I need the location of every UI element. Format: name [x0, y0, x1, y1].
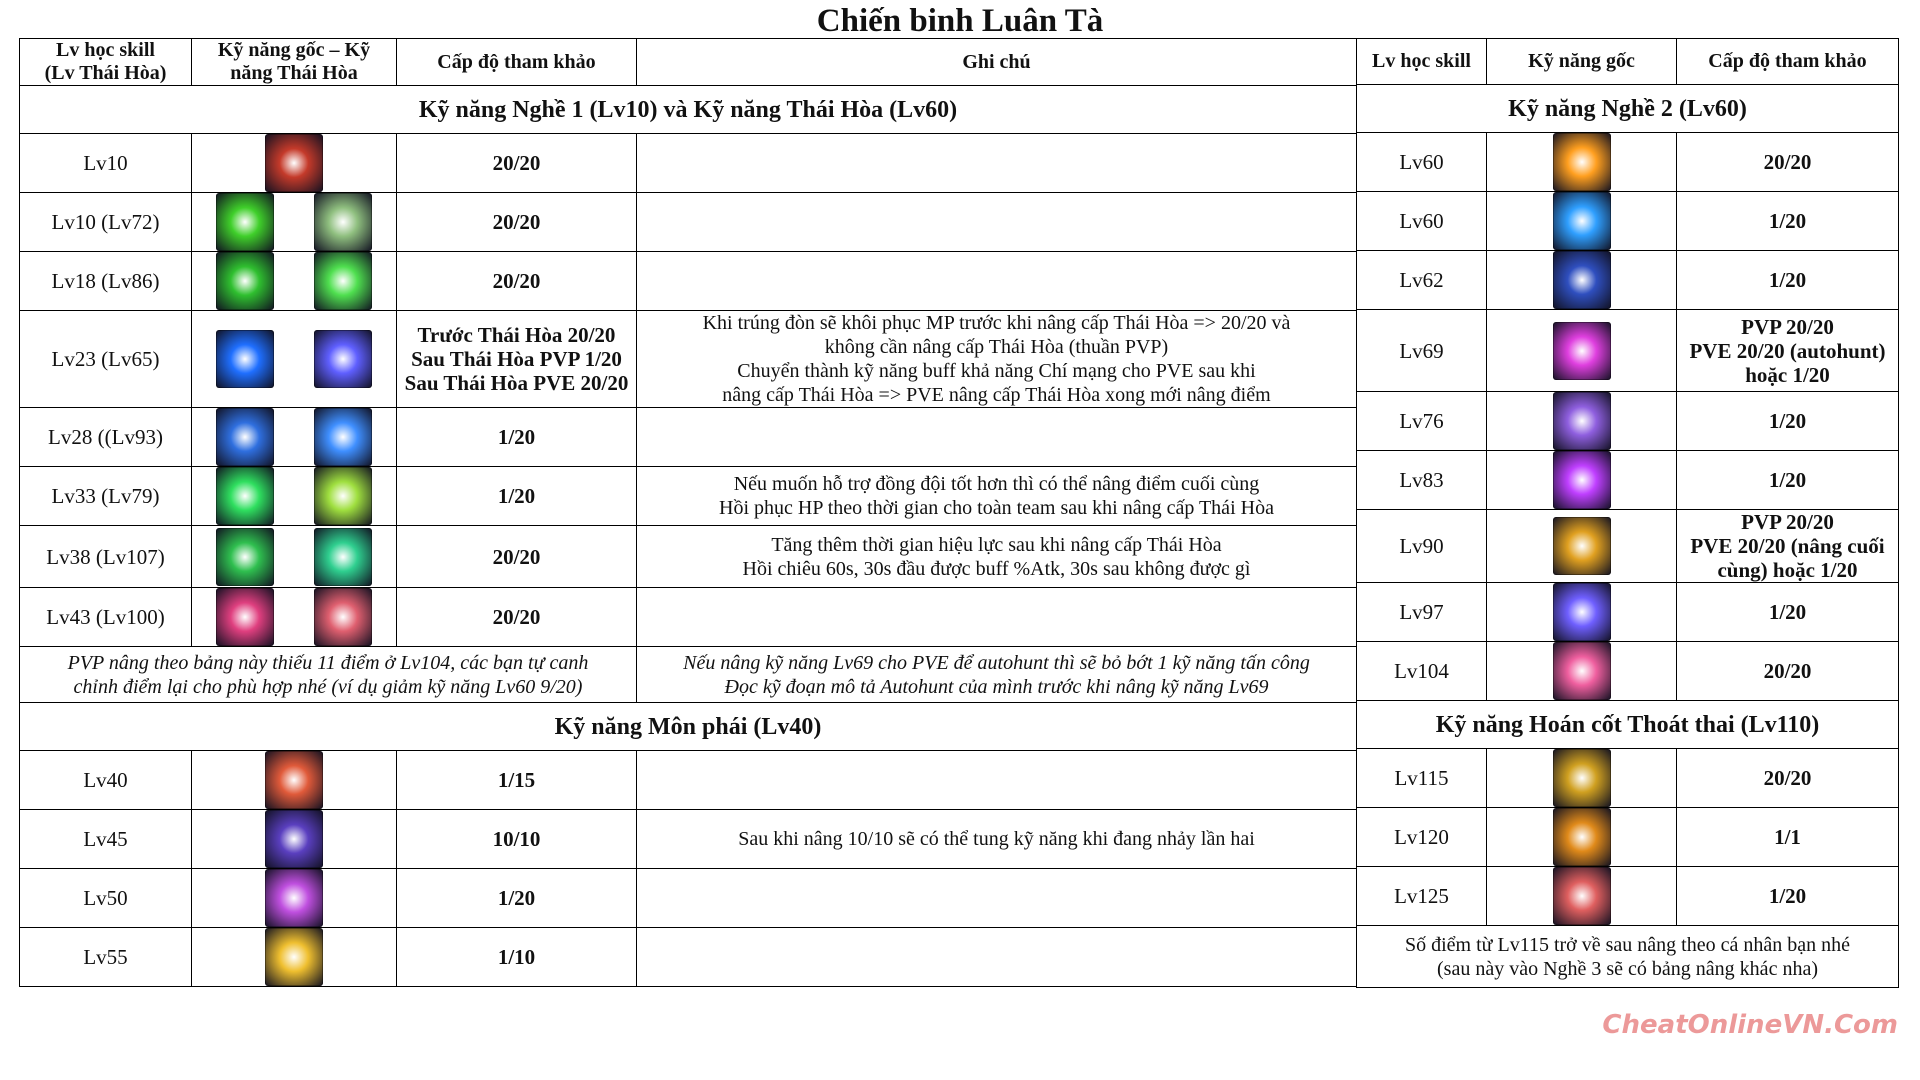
page-title: Chiến binh Luân Tà: [816, 3, 1104, 39]
skill-icons: [1487, 808, 1677, 867]
skill-icons: [192, 928, 397, 987]
skill-ref-level: 20/20: [1677, 749, 1899, 808]
skill-learn-level: Lv23 (Lv65): [20, 311, 192, 408]
footnote-autohunt: Nếu nâng kỹ năng Lv69 cho PVE để autohunt thì sẽ bỏ bớt 1 kỹ năng tấn công Đọc kỹ đoạn mô tả Autohunt của mình trước khi nâng kỹ năng Lv69: [637, 647, 1357, 703]
skill-row: [20, 193, 1357, 252]
base-skill-icon: [216, 408, 274, 466]
rebirth-skill-icon: [1553, 749, 1611, 807]
skill-icons: [1487, 867, 1677, 926]
skill-ref-level: 1/20: [397, 869, 637, 928]
skill-learn-level: Lv62: [1357, 251, 1487, 310]
skill-ref-level: 1/20: [1677, 867, 1899, 926]
skill-icons: [1487, 451, 1677, 510]
skill-row: [1357, 192, 1899, 251]
skill-ref-level: 20/20: [1677, 133, 1899, 192]
skill-ref-level: 20/20: [1677, 642, 1899, 701]
skill-row: [1357, 642, 1899, 701]
skill-note: [637, 193, 1357, 252]
section-school-title: Kỹ năng Môn phái (Lv40): [20, 703, 1357, 751]
skill-icons: [192, 810, 397, 869]
skill-learn-level: Lv45: [20, 810, 192, 869]
skill-icons: [1487, 251, 1677, 310]
school-skill-icon: [265, 810, 323, 868]
skill-note: [637, 134, 1357, 193]
skill-ref-level: 1/20: [1677, 451, 1899, 510]
right-skill-table: [1356, 38, 1899, 988]
skill-icons: [192, 869, 397, 928]
skill-icons: [192, 526, 397, 588]
section-job2-title: Kỹ năng Nghề 2 (Lv60): [1357, 85, 1899, 133]
job2-skill-icon: [1553, 517, 1611, 575]
skill-ref-level: 1/20: [1677, 583, 1899, 642]
job2-skill-icon: [1553, 192, 1611, 250]
rebirth-skill-icon: [1553, 808, 1611, 866]
skill-note: [637, 751, 1357, 810]
skill-ref-level: 1/20: [1677, 192, 1899, 251]
skill-row: [20, 751, 1357, 810]
skill-learn-level: Lv55: [20, 928, 192, 987]
skill-icons: [1487, 510, 1677, 583]
section-job1-title: Kỹ năng Nghề 1 (Lv10) và Kỹ năng Thái Hòa (Lv60): [20, 86, 1357, 134]
skill-learn-level: Lv10 (Lv72): [20, 193, 192, 252]
footnote-pvp: PVP nâng theo bảng này thiếu 11 điểm ở Lv104, các bạn tự canh chỉnh điểm lại cho phù hợp nhé (ví dụ giảm kỹ năng Lv60 9/20): [20, 647, 637, 703]
skill-learn-level: Lv69: [1357, 310, 1487, 392]
skill-ref-level: 20/20: [397, 134, 637, 193]
skill-row: [20, 252, 1357, 311]
skill-ref-level: PVP 20/20 PVE 20/20 (nâng cuối cùng) hoặc 1/20: [1677, 510, 1899, 583]
skill-ref-level: 20/20: [397, 252, 637, 311]
skill-note: [637, 252, 1357, 311]
skill-row: [1357, 808, 1899, 867]
header-skill: Kỹ năng gốc – Kỹ năng Thái Hòa: [192, 39, 397, 86]
skill-learn-level: Lv43 (Lv100): [20, 588, 192, 647]
job2-skill-icon: [1553, 251, 1611, 309]
skill-learn-level: Lv115: [1357, 749, 1487, 808]
skill-row: [1357, 310, 1899, 392]
header-level: Cấp độ tham khảo: [1677, 39, 1899, 85]
header-skill: Kỹ năng gốc: [1487, 39, 1677, 85]
base-skill-icon: [216, 193, 274, 251]
skill-ref-level: 10/10: [397, 810, 637, 869]
skill-row: [20, 869, 1357, 928]
skill-learn-level: Lv90: [1357, 510, 1487, 583]
base-skill-icon: [216, 588, 274, 646]
skill-learn-level: Lv60: [1357, 133, 1487, 192]
skill-icons: [192, 751, 397, 810]
thaihoa-skill-icon: [314, 467, 372, 525]
skill-ref-level: 20/20: [397, 193, 637, 252]
skill-row: [20, 928, 1357, 987]
job2-skill-icon: [1553, 451, 1611, 509]
school-skill-icon: [265, 869, 323, 927]
skill-ref-level: PVP 20/20 PVE 20/20 (autohunt) hoặc 1/20: [1677, 310, 1899, 392]
skill-learn-level: Lv83: [1357, 451, 1487, 510]
skill-learn-level: Lv76: [1357, 392, 1487, 451]
skill-learn-level: Lv104: [1357, 642, 1487, 701]
skill-ref-level: Trước Thái Hòa 20/20 Sau Thái Hòa PVP 1/20 Sau Thái Hòa PVE 20/20: [397, 311, 637, 408]
skill-ref-level: 1/20: [1677, 251, 1899, 310]
skill-learn-level: Lv97: [1357, 583, 1487, 642]
thaihoa-skill-icon: [314, 330, 372, 388]
skill-note: [637, 928, 1357, 987]
skill-row: [20, 134, 1357, 193]
skill-note: Tăng thêm thời gian hiệu lực sau khi nâng cấp Thái Hòa Hồi chiêu 60s, 30s đầu được buff %Atk, 30s sau không được gì: [637, 526, 1357, 588]
header-level: Cấp độ tham khảo: [397, 39, 637, 86]
left-skill-table: [19, 38, 1357, 987]
header-lv-learn: Lv học skill (Lv Thái Hòa): [20, 39, 192, 86]
skill-row: [20, 588, 1357, 647]
skill-note: Khi trúng đòn sẽ khôi phục MP trước khi nâng cấp Thái Hòa => 20/20 và không cần nâng cấp Thái Hòa (thuần PVP) Chuyển thành kỹ năng buff khả năng Chí mạng cho PVE sau khi nâng cấp Thái Hòa => PVE nâng cấp Thái Hòa xong mới nâng điểm: [637, 311, 1357, 408]
thaihoa-skill-icon: [314, 528, 372, 586]
skill-icons: [1487, 749, 1677, 808]
skill-row: [20, 311, 1357, 408]
skill-learn-level: Lv120: [1357, 808, 1487, 867]
watermark-logo: CheatOnlineVN.Com: [1602, 1010, 1898, 1040]
base-skill-icon: [216, 528, 274, 586]
skill-row: [1357, 749, 1899, 808]
base-skill-icon: [265, 134, 323, 192]
thaihoa-skill-icon: [314, 193, 372, 251]
skill-row: [20, 810, 1357, 869]
skill-ref-level: 1/1: [1677, 808, 1899, 867]
skill-note: [637, 869, 1357, 928]
skill-row: [1357, 583, 1899, 642]
skill-row: [20, 467, 1357, 526]
skill-ref-level: 1/20: [1677, 392, 1899, 451]
header-note: Ghi chú: [637, 39, 1357, 86]
school-skill-icon: [265, 928, 323, 986]
thaihoa-skill-icon: [314, 252, 372, 310]
skill-row: [1357, 392, 1899, 451]
skill-ref-level: 20/20: [397, 588, 637, 647]
skill-icons: [192, 588, 397, 647]
skill-ref-level: 1/20: [397, 467, 637, 526]
header-lv-learn: Lv học skill: [1357, 39, 1487, 85]
rebirth-skill-icon: [1553, 867, 1611, 925]
footnote-row: [20, 647, 1357, 703]
skill-row: [1357, 867, 1899, 926]
base-skill-icon: [216, 252, 274, 310]
skill-ref-level: 1/20: [397, 408, 637, 467]
job2-skill-icon: [1553, 133, 1611, 191]
skill-row: [20, 408, 1357, 467]
skill-icons: [1487, 133, 1677, 192]
base-skill-icon: [216, 330, 274, 388]
job2-skill-icon: [1553, 392, 1611, 450]
skill-row: [1357, 510, 1899, 583]
skill-note: Nếu muốn hỗ trợ đồng đội tốt hơn thì có thể nâng điểm cuối cùng Hồi phục HP theo thời gian cho toàn team sau khi nâng cấp Thái Hòa: [637, 467, 1357, 526]
skill-ref-level: 1/10: [397, 928, 637, 987]
skill-note: Sau khi nâng 10/10 sẽ có thể tung kỹ năng khi đang nhảy lần hai: [637, 810, 1357, 869]
thaihoa-skill-icon: [314, 408, 372, 466]
skill-ref-level: 1/15: [397, 751, 637, 810]
skill-icons: [1487, 583, 1677, 642]
skill-learn-level: Lv33 (Lv79): [20, 467, 192, 526]
skill-learn-level: Lv50: [20, 869, 192, 928]
job2-skill-icon: [1553, 322, 1611, 380]
base-skill-icon: [216, 467, 274, 525]
skill-icons: [192, 252, 397, 311]
skill-learn-level: Lv28 ((Lv93): [20, 408, 192, 467]
skill-icons: [192, 408, 397, 467]
skill-icons: [1487, 392, 1677, 451]
job2-skill-icon: [1553, 642, 1611, 700]
skill-row: [1357, 251, 1899, 310]
skill-learn-level: Lv10: [20, 134, 192, 193]
skill-row: [1357, 451, 1899, 510]
skill-learn-level: Lv125: [1357, 867, 1487, 926]
skill-icons: [192, 134, 397, 193]
section-rebirth-title: Kỹ năng Hoán cốt Thoát thai (Lv110): [1357, 701, 1899, 749]
skill-learn-level: Lv40: [20, 751, 192, 810]
skill-row: [1357, 133, 1899, 192]
skill-icons: [1487, 192, 1677, 251]
job2-skill-icon: [1553, 583, 1611, 641]
skill-note: [637, 588, 1357, 647]
skill-icons: [192, 193, 397, 252]
skill-ref-level: 20/20: [397, 526, 637, 588]
skill-icons: [1487, 642, 1677, 701]
school-skill-icon: [265, 751, 323, 809]
skill-learn-level: Lv18 (Lv86): [20, 252, 192, 311]
skill-note: [637, 408, 1357, 467]
footnote-rebirth: Số điểm từ Lv115 trở về sau nâng theo cá nhân bạn nhé (sau này vào Nghề 3 sẽ có bảng nâng khác nha): [1357, 926, 1899, 988]
skill-learn-level: Lv60: [1357, 192, 1487, 251]
skill-icons: [1487, 310, 1677, 392]
skill-row: [20, 526, 1357, 588]
skill-icons: [192, 311, 397, 408]
skill-icons: [192, 467, 397, 526]
thaihoa-skill-icon: [314, 588, 372, 646]
skill-learn-level: Lv38 (Lv107): [20, 526, 192, 588]
